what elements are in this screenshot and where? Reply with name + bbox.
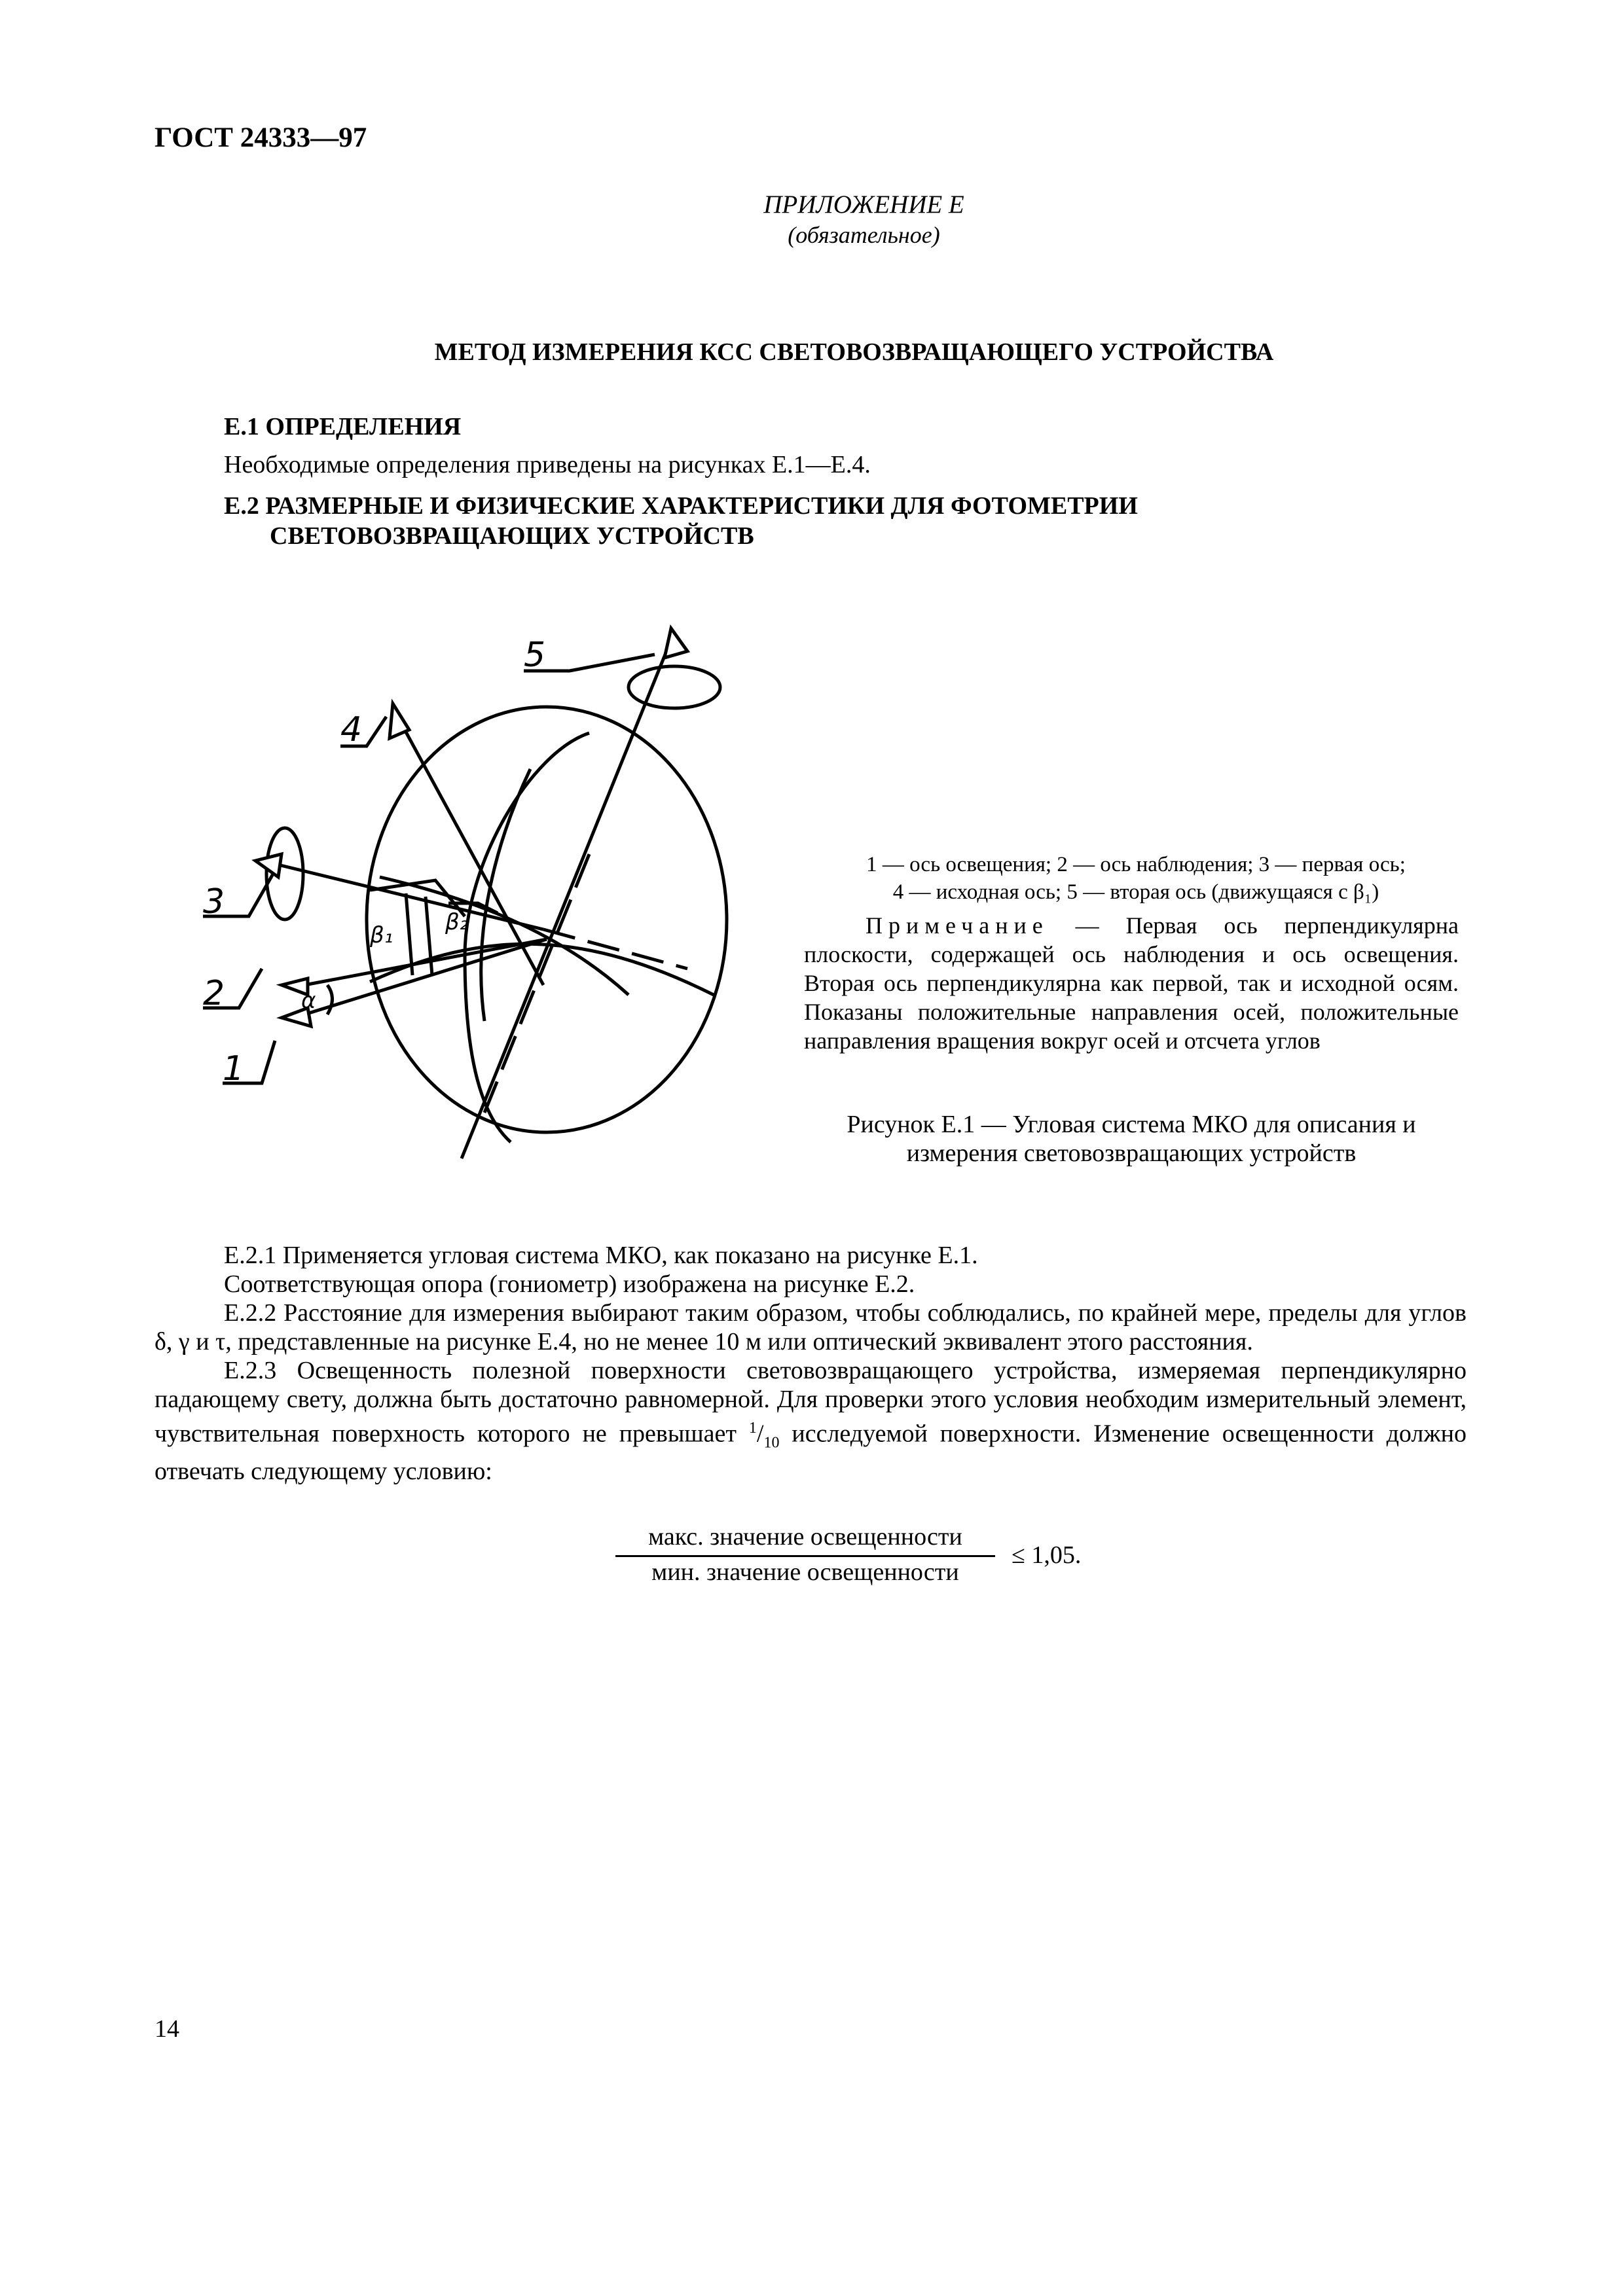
section-e1-heading: Е.1 ОПРЕДЕЛЕНИЯ	[224, 413, 462, 440]
appendix-status: (обязательное)	[788, 222, 940, 248]
paragraph-e22: Е.2.2 Расстояние для измерения выбирают таким образом, чтобы соблюдались, по крайней мере, пределы для углов δ, γ и τ, представленные на рисунке Е.4, но не менее 10 м или оптический эквивалент этого расстояния.	[155, 1299, 1467, 1355]
formula-relation: ≤ 1,05.	[1012, 1541, 1082, 1569]
figure-legend	[812, 851, 1460, 906]
paragraph-e21: Е.2.1 Применяется угловая система МКО, как показано на рисунке Е.1.	[224, 1242, 978, 1269]
note-label: Примечание	[866, 912, 1049, 939]
paragraph-e23: Е.2.3 Освещенность полезной поверхности световозвращающего устройства, измеряемая перпендикулярно падающему свету, должна быть достаточно равномерной. Для проверки этого условия необходим измерительный элемент, чувствительная поверхность которого не превышает $^1/_{10}$ исследуемой поверхности. Изменение освещенности должно отвечать следующему условию:	[155, 1357, 1467, 1486]
fraction-denominator: 10	[763, 1434, 780, 1452]
figure-caption	[804, 1110, 1459, 1168]
section-e2-heading-line2: СВЕТОВОЗВРАЩАЮЩИХ УСТРОЙСТВ	[270, 522, 754, 550]
second-axis-5	[462, 648, 668, 1158]
note-text: — Первая ось перпендикулярна плоскости, содержащей ось наблюдения и ось освещения. Вторая ось перпендикулярна как первой, так и исходной осям. Показаны положительные направления осей, положительные направления вращения вокруг осей и отсчета углов	[804, 912, 1459, 1054]
section-e2-heading-line1: Е.2 РАЗМЕРНЫЕ И ФИЗИЧЕСКИЕ ХАРАКТЕРИСТИКИ ДЛЯ ФОТОМЕТРИИ	[224, 492, 1138, 520]
fraction-numerator: 1	[748, 1420, 757, 1437]
section-e1-text: Необходимые определения приведены на рисунках Е.1—Е.4.	[224, 451, 871, 478]
caption-line-1: Рисунок Е.1 — Угловая система МКО для описания и	[847, 1111, 1416, 1138]
formula-denominator: мин. значение освещенности	[651, 1558, 959, 1586]
legend-line-1: 1 — ось освещения; 2 — ось наблюдения; 3 — первая ось;	[866, 853, 1406, 876]
label-2: 2	[203, 974, 225, 1013]
label-4: 4	[340, 710, 363, 749]
label-alpha: α	[301, 988, 316, 1014]
paragraph-e21-cont: Соответствующая опора (гониометр) изображена на рисунке Е.2.	[224, 1270, 915, 1298]
document-title: МЕТОД ИЗМЕРЕНИЯ КСС СВЕТОВОЗВРАЩАЮЩЕГО УСТРОЙСТВА	[434, 338, 1274, 366]
label-beta1: β₁	[370, 922, 393, 948]
sphere-outline	[367, 707, 727, 1132]
body-text	[155, 1241, 1467, 1486]
figure-note	[804, 911, 1459, 1055]
equator-curve-2	[380, 877, 629, 995]
figure-e1-diagram	[190, 589, 779, 1204]
paragraph-e23-part1: Е.2.3 Освещенность полезной поверхности световозвращающего устройства, измеряемая перпендикулярно падающему свету, должна быть достаточно равномерной. Для проверки этого условия необходим измерительный элемент, чувствительная поверхность которого не превышает	[155, 1357, 1467, 1448]
paragraph-e23-part2: исследуемой поверхности. Изменение освещенности должно отвечать следующему условию:	[155, 1420, 1467, 1486]
appendix-heading	[0, 190, 1623, 250]
formula-numerator: макс. значение освещенности	[648, 1523, 962, 1551]
caption-line-2: измерения световозвращающих устройств	[906, 1139, 1357, 1167]
appendix-title: ПРИЛОЖЕНИЕ Е	[763, 190, 964, 219]
label-3: 3	[203, 882, 225, 922]
standard-header: ГОСТ 24333—97	[155, 122, 367, 153]
rotation-arrow-axis-5	[629, 666, 720, 708]
legend-line-2: 4 — исходная ось; 5 — вторая ось (движущаяся с β₁)	[892, 880, 1379, 904]
page-number: 14	[155, 2015, 179, 2043]
label-1: 1	[223, 1049, 245, 1088]
label-beta2: β₂	[445, 909, 469, 935]
label-5: 5	[524, 636, 546, 675]
formula-fraction-bar	[615, 1555, 995, 1557]
meridian-curve-2	[481, 769, 530, 1021]
section-e2-heading	[224, 491, 1138, 551]
